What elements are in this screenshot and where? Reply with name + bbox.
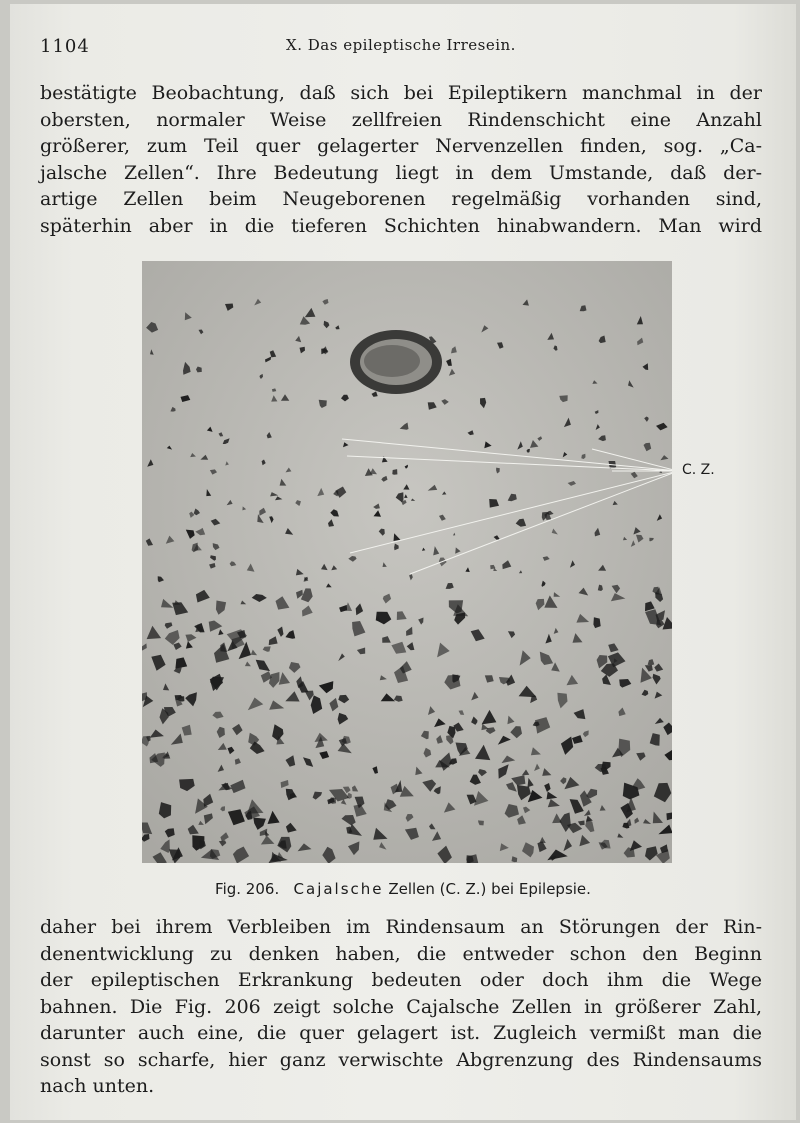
text-line: denentwicklung zu denken haben, die entweder schon den Beginn (40, 942, 762, 965)
text-line: bahnen. Die Fig. 206 zeigt solche Cajalsche Zellen in größerer Zahl, (40, 995, 762, 1018)
text-line: daher bei ihrem Verbleiben im Rindensaum an Störungen der Rin- (40, 916, 762, 938)
text-line: nach unten. (40, 1075, 155, 1097)
figure-caption (10, 880, 796, 898)
page-header (40, 34, 762, 60)
text-line: obersten, normaler Weise zellfreien Rindenschicht eine Anzahl (40, 108, 762, 131)
stained-cell (392, 469, 397, 475)
book-page (10, 4, 796, 1120)
paragraph-2 (40, 914, 762, 1100)
page-number: 1104 (40, 36, 90, 57)
text-line: der epileptischen Erkrankung bedeuten oder doch ihm die Wege (40, 969, 762, 991)
stained-cell (593, 617, 600, 628)
text-line: darunter auch eine, die quer gelagert ist. Zugleich vermißt man die (40, 1022, 762, 1044)
text-line: artige Zellen beim Neugeborenen regelmäßig vorhanden sind, (40, 188, 762, 210)
text-line: bestätigte Beobachtung, daß sich bei Epileptikern manchmal in der (40, 82, 762, 104)
caption-name: Cajalsche (293, 880, 384, 898)
micrograph-figure (142, 261, 672, 863)
text-line: jalsche Zellen“. Ihre Bedeutung liegt in dem Umstande, daß der- (40, 161, 762, 184)
vessel (350, 330, 442, 394)
caption-prefix: Fig. 206. (215, 880, 280, 898)
text-line: sonst so scharfe, hier ganz verwischte Abgrenzung des Rindensaums (40, 1048, 762, 1071)
text-line: späterhin aber in die tieferen Schichten hinabwandern. Man wird (40, 214, 762, 237)
micrograph-image (142, 261, 672, 863)
paragraph-1 (40, 80, 762, 239)
figure-label: C. Z. (682, 462, 715, 478)
running-head: X. Das epileptische Irresein. (286, 36, 516, 54)
text-line: größerer, zum Teil quer gelagerter Nervenzellen finden, sog. „Ca- (40, 135, 762, 157)
caption-text: Zellen (C. Z.) bei Epilepsie. (388, 880, 591, 898)
